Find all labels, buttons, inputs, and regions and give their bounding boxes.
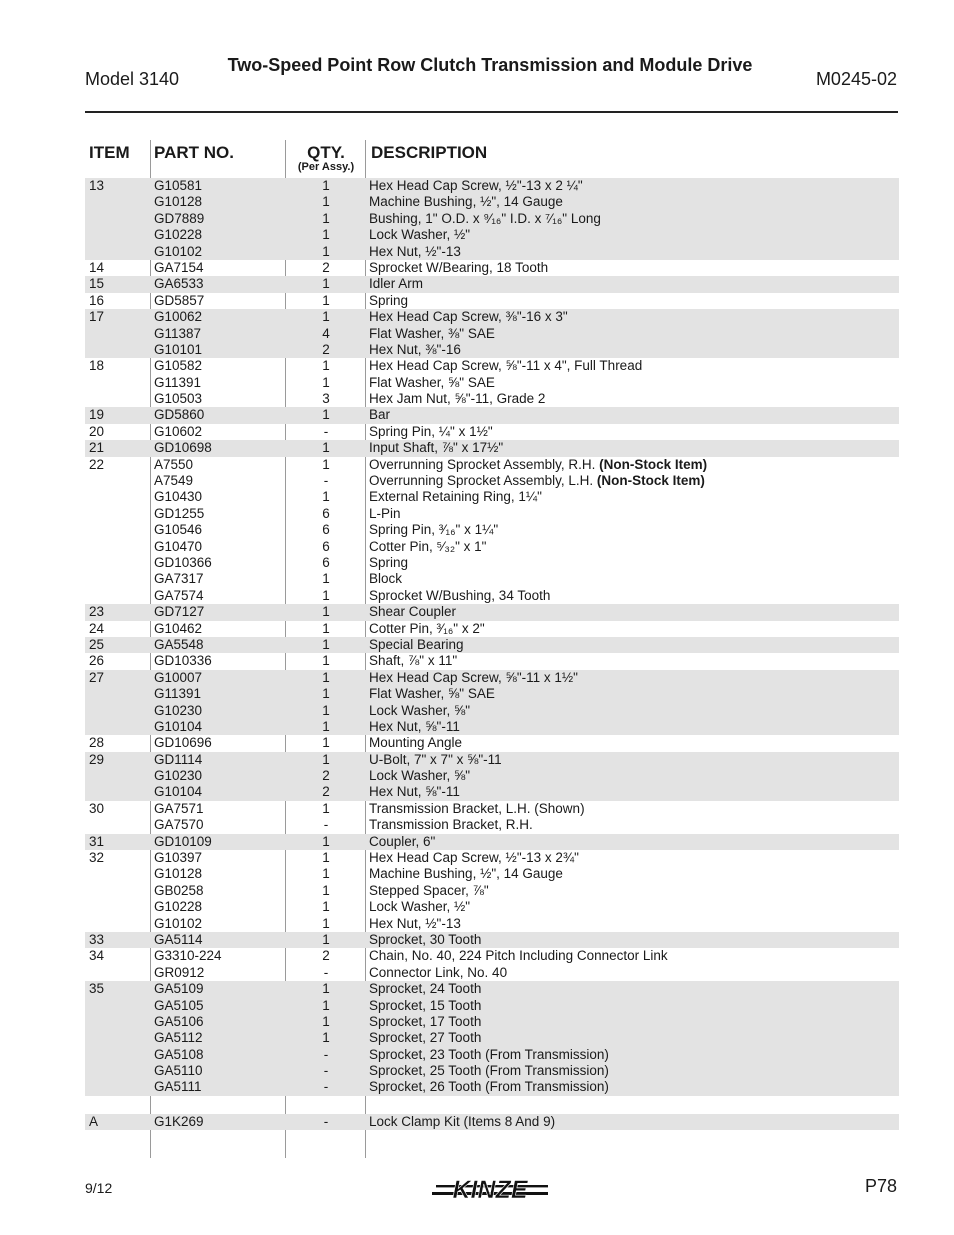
table-row [85, 1030, 899, 1046]
quantity: 1 [322, 800, 330, 816]
table-row [85, 293, 899, 309]
description: Flat Washer, ⅜" SAE [369, 325, 495, 341]
column-header-part-no: PART NO. [154, 143, 234, 162]
part-number: GD5860 [154, 407, 205, 423]
description: Lock Washer, ½" [369, 227, 471, 243]
quantity: 2 [322, 768, 330, 784]
quantity: 2 [322, 259, 330, 275]
table-row-group [85, 440, 899, 456]
table-row [85, 211, 899, 227]
item-number: 31 [89, 833, 105, 849]
quantity: 2 [322, 948, 330, 964]
quantity: 1 [322, 243, 330, 259]
quantity: 2 [322, 784, 330, 800]
item-number: 15 [89, 276, 105, 292]
item-number: 34 [89, 948, 105, 964]
table-row-group [85, 358, 899, 407]
quantity: 1 [322, 718, 330, 734]
table-row [85, 637, 899, 653]
part-number: G10102 [154, 243, 203, 259]
part-number: GA5548 [154, 636, 204, 652]
description: Sprocket, 27 Tooth [369, 1030, 482, 1046]
description: Hex Nut, ⅝"-11 [369, 784, 460, 800]
table-row-group [85, 932, 899, 948]
part-number: GA7154 [154, 259, 204, 275]
item-number: 29 [89, 751, 105, 767]
table-row [85, 178, 899, 194]
quantity: 1 [322, 702, 330, 718]
table-row [85, 1079, 899, 1095]
quantity: - [323, 1063, 329, 1079]
description: Hex Nut, ⅜"-16 [369, 341, 461, 357]
quantity: 1 [322, 686, 330, 702]
description: Sprocket, 25 Tooth (From Transmission) [369, 1063, 609, 1079]
table-row [85, 834, 899, 850]
item-number: 21 [89, 440, 105, 456]
part-number: G11391 [154, 374, 202, 390]
table-row [85, 653, 899, 669]
quantity: 1 [322, 997, 330, 1013]
quantity: 1 [322, 309, 330, 325]
description: Sprocket, 24 Tooth [369, 981, 482, 997]
table-row [85, 768, 899, 784]
part-number: G10470 [154, 538, 203, 554]
description: Hex Head Cap Screw, ⅝"-11 x 1½" [369, 669, 578, 685]
description: Input Shaft, ⅞" x 17½" [369, 440, 504, 456]
description: Lock Clamp Kit (Items 8 And 9) [369, 1113, 556, 1129]
model-label: Model 3140 [85, 69, 180, 89]
table-row [85, 489, 899, 505]
description: Transmission Bracket, L.H. (Shown) [369, 800, 585, 816]
description: Sprocket, 23 Tooth (From Transmission) [369, 1046, 609, 1062]
item-number: 26 [89, 653, 105, 669]
table-row [85, 817, 899, 833]
part-number: GD10696 [154, 735, 212, 751]
part-number: GA7574 [154, 587, 204, 603]
table-row-group [85, 604, 899, 620]
table-row [85, 571, 899, 587]
quantity: 1 [322, 292, 330, 308]
description: Flat Washer, ⅝" SAE [369, 686, 495, 702]
description: Special Bearing [369, 636, 464, 652]
quantity: - [323, 1079, 329, 1095]
description: Idler Arm [369, 276, 424, 292]
quantity: 1 [322, 899, 330, 915]
column-header-qty: QTY. [307, 143, 345, 162]
part-number: GD7889 [154, 210, 205, 226]
table-row [85, 621, 899, 637]
quantity: 1 [322, 440, 330, 456]
table-row [85, 735, 899, 751]
table-row-group [85, 752, 899, 801]
item-number: 20 [89, 423, 105, 439]
description: Sprocket W/Bushing, 34 Tooth [369, 587, 551, 603]
description-text: Overrunning Sprocket Assembly, L.H. [369, 473, 594, 489]
quantity: 4 [322, 325, 330, 341]
part-number: G10602 [154, 423, 203, 439]
item-number: 18 [89, 358, 105, 374]
quantity: - [323, 1113, 329, 1129]
part-number: GD10366 [154, 554, 212, 570]
table-row [85, 1014, 899, 1030]
part-number: GA6533 [154, 276, 204, 292]
part-number: G10462 [154, 620, 203, 636]
quantity: 1 [322, 866, 330, 882]
table-row [85, 850, 899, 866]
description: Hex Head Cap Screw, ½"-13 x 2¾" [369, 850, 579, 866]
description: Lock Washer, ⅝" [369, 702, 471, 718]
table-row-group [85, 653, 899, 669]
description: Sprocket, 15 Tooth [369, 997, 482, 1013]
table-row-group [85, 1114, 899, 1130]
quantity: 1 [322, 653, 330, 669]
description: Sprocket, 17 Tooth [369, 1013, 482, 1029]
quantity: 6 [322, 505, 330, 521]
description-text: Overrunning Sprocket Assembly, R.H. [369, 456, 596, 472]
description: Hex Nut, ⅝"-11 [369, 718, 460, 734]
quantity: 1 [322, 276, 330, 292]
item-number: 35 [89, 981, 105, 997]
table-row [85, 276, 899, 292]
item-number: 24 [89, 620, 105, 636]
table-row [85, 391, 899, 407]
description: Hex Head Cap Screw, ⅜"-16 x 3" [369, 309, 568, 325]
table-row [85, 375, 899, 391]
quantity: 1 [322, 915, 330, 931]
description [369, 473, 705, 489]
description: Hex Nut, ½"-13 [369, 243, 461, 259]
part-number: A7550 [154, 456, 194, 472]
table-row [85, 998, 899, 1014]
description: Hex Head Cap Screw, ⅝"-11 x 4", Full Thread [369, 358, 643, 374]
table-row-group [85, 293, 899, 309]
quantity: - [323, 817, 329, 833]
quantity: 6 [322, 554, 330, 570]
part-number: GA5105 [154, 997, 204, 1013]
table-row [85, 440, 899, 456]
quantity: - [323, 1046, 329, 1062]
description: Connector Link, No. 40 [369, 964, 508, 980]
item-number: A [89, 1113, 99, 1129]
quantity: 1 [322, 882, 330, 898]
quantity: 1 [322, 833, 330, 849]
description: Spring Pin, ¼" x 1½" [369, 423, 493, 439]
table-row-group [85, 735, 899, 751]
parts-table [85, 178, 899, 1130]
description: U-Bolt, 7" x 7" x ⅝"-11 [369, 751, 502, 767]
part-number: GA7317 [154, 571, 204, 587]
description: Transmission Bracket, R.H. [369, 817, 533, 833]
part-number: GA5106 [154, 1013, 204, 1029]
table-row [85, 932, 899, 948]
quantity: 1 [322, 210, 330, 226]
table-row [85, 260, 899, 276]
description: Sprocket, 26 Tooth (From Transmission) [369, 1079, 609, 1095]
quantity: 1 [322, 850, 330, 866]
table-row [85, 457, 899, 473]
description: Machine Bushing, ½", 14 Gauge [369, 866, 563, 882]
table-row-group [85, 178, 899, 260]
description: Stepped Spacer, ⅞" [369, 882, 489, 898]
quantity: 1 [322, 620, 330, 636]
table-row [85, 752, 899, 768]
part-number: GA7570 [154, 817, 204, 833]
description: Cotter Pin, ³⁄₁₆" x 2" [369, 620, 485, 636]
item-number: 13 [89, 178, 105, 193]
table-row [85, 227, 899, 243]
table-row [85, 948, 899, 964]
table-row [85, 703, 899, 719]
part-number: GD7127 [154, 604, 205, 620]
table-row [85, 326, 899, 342]
part-number: GD5857 [154, 292, 205, 308]
header-rule [85, 111, 898, 113]
part-number: G10062 [154, 309, 203, 325]
part-number: G10581 [154, 178, 203, 193]
description: Coupler, 6" [369, 833, 436, 849]
table-row [85, 719, 899, 735]
part-number: G10007 [154, 669, 203, 685]
footer-date: 9/12 [85, 1180, 113, 1196]
column-header-item: ITEM [89, 143, 130, 162]
item-number: 25 [89, 636, 105, 652]
quantity: 1 [322, 981, 330, 997]
description: Shear Coupler [369, 604, 457, 620]
quantity: - [323, 964, 329, 980]
quantity: 1 [322, 751, 330, 767]
table-row [85, 473, 899, 489]
part-number: GR0912 [154, 964, 205, 980]
part-number: G10128 [154, 194, 203, 210]
description: Chain, No. 40, 224 Pitch Including Connector Link [369, 948, 668, 964]
description: Hex Jam Nut, ⅝"-11, Grade 2 [369, 391, 546, 407]
table-row [85, 784, 899, 800]
part-number: G10228 [154, 227, 203, 243]
quantity: 1 [322, 456, 330, 472]
part-number: GB0258 [154, 882, 204, 898]
table-row-group [85, 407, 899, 423]
description: Block [369, 571, 403, 587]
quantity: 1 [322, 407, 330, 423]
table-row [85, 1047, 899, 1063]
description: Bushing, 1" O.D. x ⁹⁄₁₆" I.D. x ⁷⁄₁₆" Long [369, 210, 601, 226]
table-row-group [85, 276, 899, 292]
part-number: G3310-224 [154, 948, 222, 964]
part-number: GA5114 [154, 931, 203, 947]
page-title: Two-Speed Point Row Clutch Transmission and Module Drive [227, 55, 753, 75]
table-row [85, 539, 899, 555]
description: External Retaining Ring, 1¼" [369, 489, 542, 505]
part-number: GD10698 [154, 440, 212, 456]
table-row [85, 244, 899, 260]
part-number: GA7571 [154, 800, 204, 816]
description: Bar [369, 407, 391, 423]
table-row-group [85, 621, 899, 637]
table-row-group [85, 424, 899, 440]
quantity: 3 [322, 391, 330, 407]
part-number: G11387 [154, 325, 202, 341]
description: Spring [369, 292, 409, 308]
part-number: GA5112 [154, 1030, 203, 1046]
item-number: 17 [89, 309, 105, 325]
page-number: P78 [864, 1176, 897, 1196]
table-row-group [85, 670, 899, 736]
part-number: G10230 [154, 768, 203, 784]
description: Lock Washer, ⅝" [369, 768, 471, 784]
table-row [85, 981, 899, 997]
description: Hex Head Cap Screw, ½"-13 x 2 ¼" [369, 178, 583, 193]
kinze-logo [430, 1176, 552, 1204]
quantity: - [323, 473, 329, 489]
part-number: G10503 [154, 391, 203, 407]
table-row [85, 670, 899, 686]
table-row-group [85, 981, 899, 1096]
table-row-group [85, 850, 899, 932]
item-number: 22 [89, 456, 105, 472]
quantity: 2 [322, 341, 330, 357]
description: Sprocket, 30 Tooth [369, 931, 482, 947]
item-number: 32 [89, 850, 105, 866]
table-row [85, 342, 899, 358]
table-row [85, 916, 899, 932]
description: Machine Bushing, ½", 14 Gauge [369, 194, 563, 210]
table-row [85, 686, 899, 702]
table-row [85, 424, 899, 440]
table-row-group [85, 260, 899, 276]
part-number: G10102 [154, 915, 203, 931]
table-row [85, 1114, 899, 1130]
part-number: GA5109 [154, 981, 204, 997]
table-row [85, 522, 899, 538]
table-row-group [85, 309, 899, 358]
part-number: GA5108 [154, 1046, 204, 1062]
part-number: G10128 [154, 866, 203, 882]
quantity: 1 [322, 604, 330, 620]
column-header-description: DESCRIPTION [371, 143, 488, 162]
part-number: GA5110 [154, 1063, 203, 1079]
part-number: GD10109 [154, 833, 212, 849]
part-number: G11391 [154, 686, 202, 702]
quantity: 1 [322, 669, 330, 685]
item-number: 16 [89, 292, 105, 308]
logo-text: KINZE [452, 1176, 528, 1204]
part-number: G10104 [154, 784, 203, 800]
item-number: 30 [89, 800, 105, 816]
description: Shaft, ⅞" x 11" [369, 653, 458, 669]
quantity: 1 [322, 489, 330, 505]
quantity: 1 [322, 931, 330, 947]
table-row-group [85, 801, 899, 834]
quantity: 1 [322, 1030, 330, 1046]
table-row [85, 866, 899, 882]
part-number: GD10336 [154, 653, 212, 669]
table-row [85, 801, 899, 817]
description: Mounting Angle [369, 735, 463, 751]
table-row [85, 506, 899, 522]
table-row-group [85, 834, 899, 850]
table-row [85, 899, 899, 915]
description: Hex Nut, ½"-13 [369, 915, 461, 931]
quantity: 1 [322, 374, 330, 390]
document-number: M0245-02 [815, 69, 897, 89]
part-number: G10228 [154, 899, 203, 915]
description: Lock Washer, ½" [369, 899, 471, 915]
table-row-group [85, 637, 899, 653]
non-stock-note: (Non-Stock Item) [596, 473, 705, 489]
description: L-Pin [369, 505, 401, 521]
quantity: 1 [322, 587, 330, 603]
part-number: G10582 [154, 358, 203, 374]
quantity: 1 [322, 358, 330, 374]
description: Cotter Pin, ⁵⁄₃₂" x 1" [369, 538, 487, 554]
quantity: 1 [322, 178, 330, 193]
quantity: 1 [322, 735, 330, 751]
part-number: GA5111 [154, 1079, 202, 1095]
quantity: 1 [322, 227, 330, 243]
non-stock-note: (Non-Stock Item) [599, 456, 708, 472]
table-row [85, 309, 899, 325]
description [369, 457, 707, 473]
table-row-group [85, 457, 899, 605]
part-number: G10430 [154, 489, 203, 505]
table-row [85, 883, 899, 899]
quantity: 1 [322, 194, 330, 210]
item-number: 28 [89, 735, 105, 751]
description: Spring [369, 554, 409, 570]
column-header-qty-sub: (Per Assy.) [297, 161, 355, 173]
part-number: GD1114 [154, 751, 203, 767]
part-number: G10397 [154, 850, 203, 866]
part-number: G10230 [154, 702, 203, 718]
part-number: G10546 [154, 522, 203, 538]
description: Spring Pin, ³⁄₁₆" x 1¼" [369, 522, 499, 538]
table-row [85, 555, 899, 571]
table-row-group [85, 948, 899, 981]
item-number: 23 [89, 604, 105, 620]
table-row [85, 407, 899, 423]
item-number: 19 [89, 407, 105, 423]
quantity: 1 [322, 1013, 330, 1029]
part-number: G1K269 [154, 1113, 204, 1129]
part-number: GD1255 [154, 505, 205, 521]
part-number: A7549 [154, 473, 194, 489]
table-row [85, 194, 899, 210]
item-number: 27 [89, 669, 105, 685]
quantity: 6 [322, 522, 330, 538]
item-number: 14 [89, 259, 105, 275]
quantity: 1 [322, 571, 330, 587]
table-row [85, 604, 899, 620]
table-row [85, 1063, 899, 1079]
quantity: 6 [322, 538, 330, 554]
part-number: G10104 [154, 718, 203, 734]
description: Sprocket W/Bearing, 18 Tooth [369, 259, 549, 275]
table-row [85, 358, 899, 374]
description: Flat Washer, ⅝" SAE [369, 374, 495, 390]
table-row [85, 588, 899, 604]
item-number: 33 [89, 931, 105, 947]
quantity: - [323, 423, 329, 439]
table-row [85, 965, 899, 981]
part-number: G10101 [154, 341, 203, 357]
quantity: 1 [322, 636, 330, 652]
